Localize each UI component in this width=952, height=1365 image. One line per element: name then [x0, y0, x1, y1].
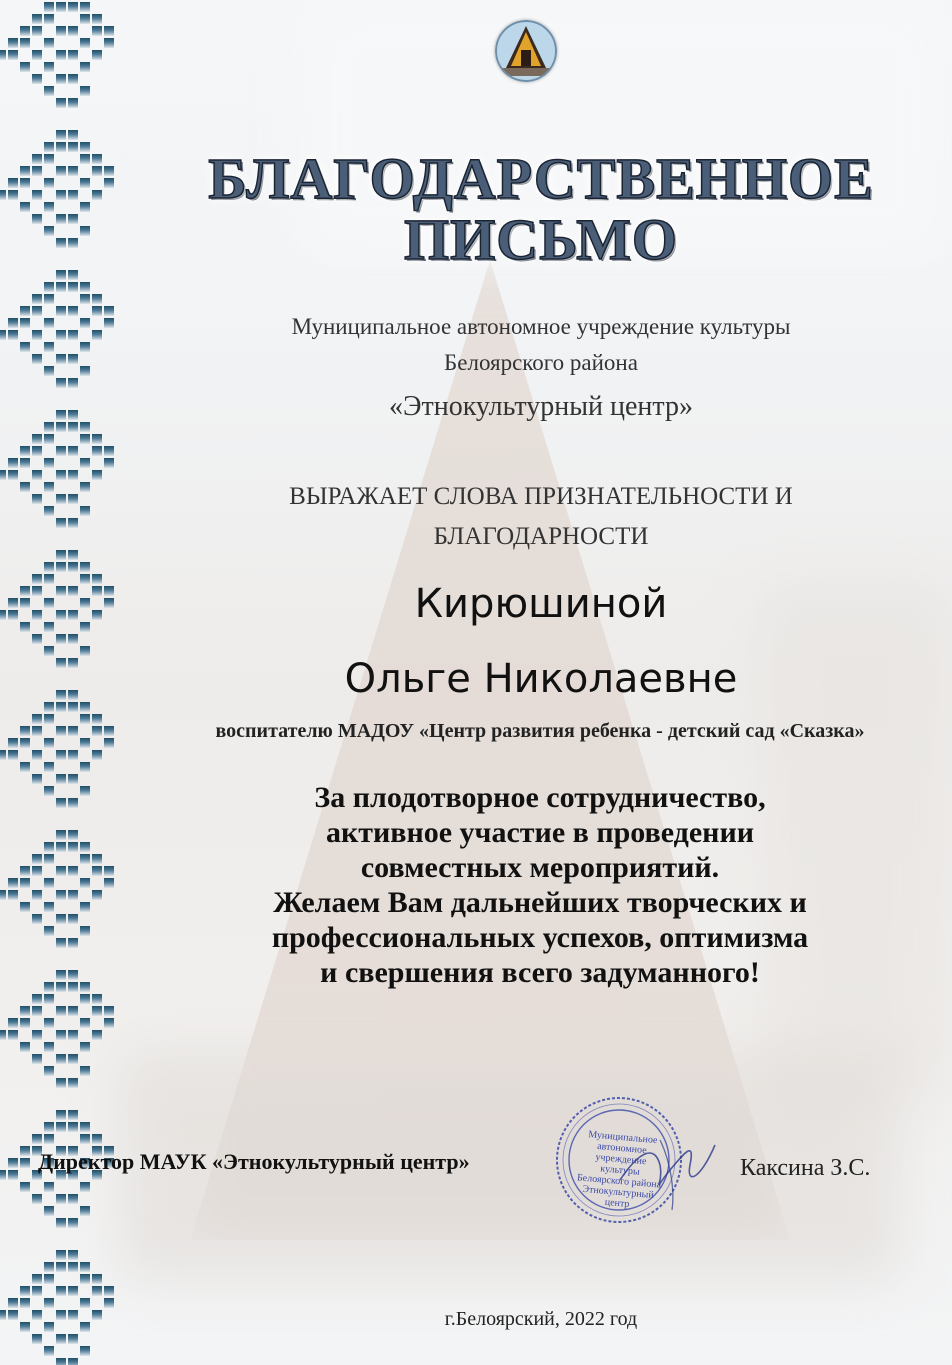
ethnocultural-center-logo [495, 20, 557, 82]
message-line: профессиональных успехов, оптимизма [271, 921, 809, 954]
director-label: Директор МАУК «Этнокультурный центр» [38, 1149, 470, 1174]
place-and-year: г.Белоярский, 2022 год [444, 1308, 638, 1330]
gratitude-message [140, 780, 940, 990]
recipient-position: воспитателю МАДОУ «Центр развития ребенка - детский сад «Сказка» [215, 720, 865, 742]
signer-name: Каксина З.С. [740, 1155, 871, 1181]
stamp-text: Муниципальное автономное учреждение культуры Белоярского района Этнокультурный центр [576, 1129, 662, 1210]
message-line: активное участие в проведении [325, 816, 755, 849]
letter-title-line2: ПИСЬМО [404, 207, 678, 272]
organization-name: «Этнокультурный центр» [389, 391, 693, 422]
message-line: совместных мероприятий. [360, 851, 720, 884]
letter-title-line1: БЛАГОДАРСТВЕННОЕ [208, 146, 874, 211]
message-line: Желаем Вам дальнейших творческих и [273, 886, 807, 919]
message-line: За плодотворное сотрудничество, [314, 781, 766, 814]
expresses-line2: БЛАГОДАРНОСТИ [433, 523, 649, 550]
expresses-line1: ВЫРАЖАЕТ СЛОВА ПРИЗНАТЕЛЬНОСТИ И [289, 483, 793, 510]
recipient-surname: Кирюшиной [414, 581, 668, 627]
organization-line1: Муниципальное автономное учреждение культуры [291, 314, 791, 339]
recipient-name: Ольге Николаевне [344, 656, 738, 702]
message-line: и свершения всего задуманного! [320, 956, 760, 989]
handwritten-signature [600, 1110, 730, 1220]
organization-line2: Белоярского района [444, 350, 638, 375]
